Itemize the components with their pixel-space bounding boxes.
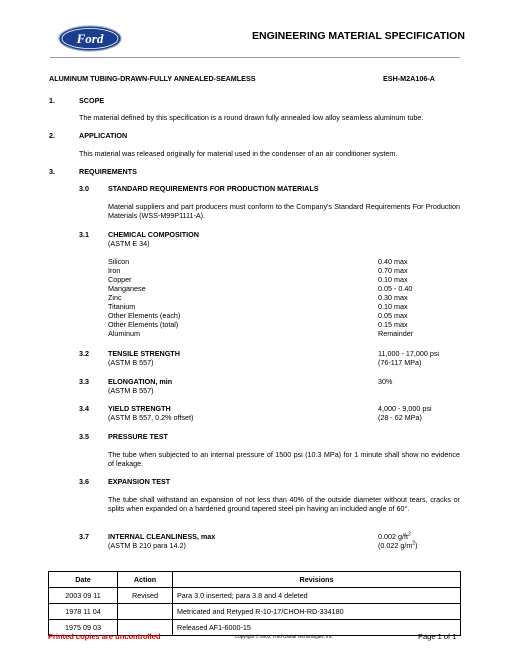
element-value: 0.70 max [378,266,408,275]
revision-date: 1975 09 03 [49,620,118,636]
req-3-4-number: 3.4 [79,404,89,413]
section-2-title: APPLICATION [79,131,128,140]
header-divider [50,57,460,58]
composition-list [108,257,448,338]
req-3-0-number: 3.0 [79,184,89,193]
req-3-1-title: CHEMICAL COMPOSITION [108,230,199,239]
req-3-3-value: 30% [378,377,393,386]
req-3-7-title: INTERNAL CLEANLINESS, max [108,532,216,541]
element-name: Other Elements (total) [108,320,179,329]
req-3-2-standard: (ASTM B 557) [108,358,154,367]
table-row [49,604,461,620]
composition-row [108,320,448,329]
req-3-6-number: 3.6 [79,477,89,486]
req-3-6-title: EXPANSION TEST [108,477,171,486]
section-1-text: The material defined by this specification is a round drawn fully annealed low alloy seamless aluminum tube. [79,113,424,122]
composition-row [108,329,448,338]
element-name: Manganese [108,284,146,293]
req-3-7-standard: (ASTM B 210 para 14.2) [108,541,186,550]
element-name: Copper [108,275,132,284]
req-3-3-standard: (ASTM B 557) [108,386,154,395]
section-1-title: SCOPE [79,96,105,105]
revision-table-header [49,572,461,588]
revision-text: Para 3.0 inserted; para 3.8 and 4 deleted [173,588,461,604]
revision-action [118,604,173,620]
req-3-7-value-metric-exponent: 2 [412,540,416,547]
document-title: ENGINEERING MATERIAL SPECIFICATION [252,30,465,42]
element-name: Aluminum [108,329,140,338]
req-3-4-standard: (ASTM B 557, 0.2% offset) [108,413,194,422]
ford-logo [58,25,122,52]
req-3-7-value [378,532,411,541]
spec-name: ALUMINUM TUBING-DRAWN-FULLY ANNEALED-SEAMLESS [49,74,256,83]
element-name: Zinc [108,293,122,302]
element-value: 0.10 max [378,302,408,311]
revision-text: Metricated and Retyped R-10-17/CHOH-RD-334180 [173,604,461,620]
req-3-5-number: 3.5 [79,432,89,441]
req-3-0-text: Material suppliers and part producers must conform to the Company's Standard Requirements For Production Materials (WSS-M99P1111-A). [108,202,460,220]
req-3-7-value-metric-main: (0.022 g/m [378,541,413,550]
uncontrolled-notice: Printed copies are uncontrolled [48,632,161,641]
composition-row [108,284,448,293]
composition-row [108,311,448,320]
revision-text: Released AF1-6000-15 [173,620,461,636]
table-row [49,588,461,604]
req-3-2-title: TENSILE STRENGTH [108,349,180,358]
element-name: Silicon [108,257,130,266]
req-3-1-number: 3.1 [79,230,89,239]
col-header-date: Date [49,572,118,588]
element-value: 0.10 max [378,275,408,284]
req-3-6-text: The tube shall withstand an expansion of not less than 40% of the outside diameter without tears, cracks or splits when expanded on a hardened ground tapered steel pin having an included angle of 60°. [108,495,460,513]
section-1-number: 1. [49,96,55,105]
element-name: Iron [108,266,121,275]
element-name: Other Elements (each) [108,311,181,320]
element-value: 0.15 max [378,320,408,329]
page-number: Page 1 of 1 [418,632,457,641]
element-value: 0.30 max [378,293,408,302]
element-value: 0.40 max [378,257,408,266]
req-3-2-value: 11,000 - 17,000 psi [378,349,440,358]
col-header-revisions: Revisions [173,572,461,588]
revision-date: 2003 09 11 [49,588,118,604]
req-3-5-title: PRESSURE TEST [108,432,168,441]
composition-row [108,275,448,284]
element-value: 0.05 max [378,311,408,320]
req-3-7-value-metric-tail: ) [415,541,418,550]
section-2-number: 2. [49,131,55,140]
req-3-3-number: 3.3 [79,377,89,386]
req-3-2-value-metric: (76-117 MPa) [378,358,422,367]
revision-table [48,571,461,636]
req-3-7-value-exponent: 2 [407,531,411,538]
logo-text: Ford [76,31,104,46]
req-3-4-title: YIELD STRENGTH [108,404,171,413]
section-2-text: This material was released originally for material used in the condenser of an air conditioner system. [79,149,398,158]
revision-date: 1978 11 04 [49,604,118,620]
req-3-1-standard: (ASTM E 34) [108,239,150,248]
element-name: Titanium [108,302,136,311]
req-3-7-number: 3.7 [79,532,89,541]
req-3-2-number: 3.2 [79,349,89,358]
req-3-7-value-metric [378,541,418,550]
req-3-5-text: The tube when subjected to an internal pressure of 1500 psi (10.3 MPa) for 1 minute shall show no evidence of leakage. [108,450,460,468]
composition-row [108,293,448,302]
composition-row [108,257,448,266]
req-3-4-value-metric: (28 - 62 MPa) [378,413,422,422]
section-3-number: 3. [49,167,55,176]
composition-row [108,266,448,275]
spec-code: ESH-M2A106-A [383,74,435,83]
col-header-action: Action [118,572,173,588]
element-value: 0.05 - 0.40 [378,284,413,293]
req-3-7-value-main: 0.002 g/ft [378,532,408,541]
composition-row [108,302,448,311]
req-3-3-title: ELONGATION, min [108,377,173,386]
element-value: Remainder [378,329,414,338]
req-3-0-title: STANDARD REQUIREMENTS FOR PRODUCTION MATERIALS [108,184,319,193]
revision-action: Revised [118,588,173,604]
copyright-text: Copyright © 2003, Ford Global Technologies, Inc. [235,634,334,639]
req-3-4-value: 4,000 - 9,000 psi [378,404,432,413]
section-3-title: REQUIREMENTS [79,167,137,176]
